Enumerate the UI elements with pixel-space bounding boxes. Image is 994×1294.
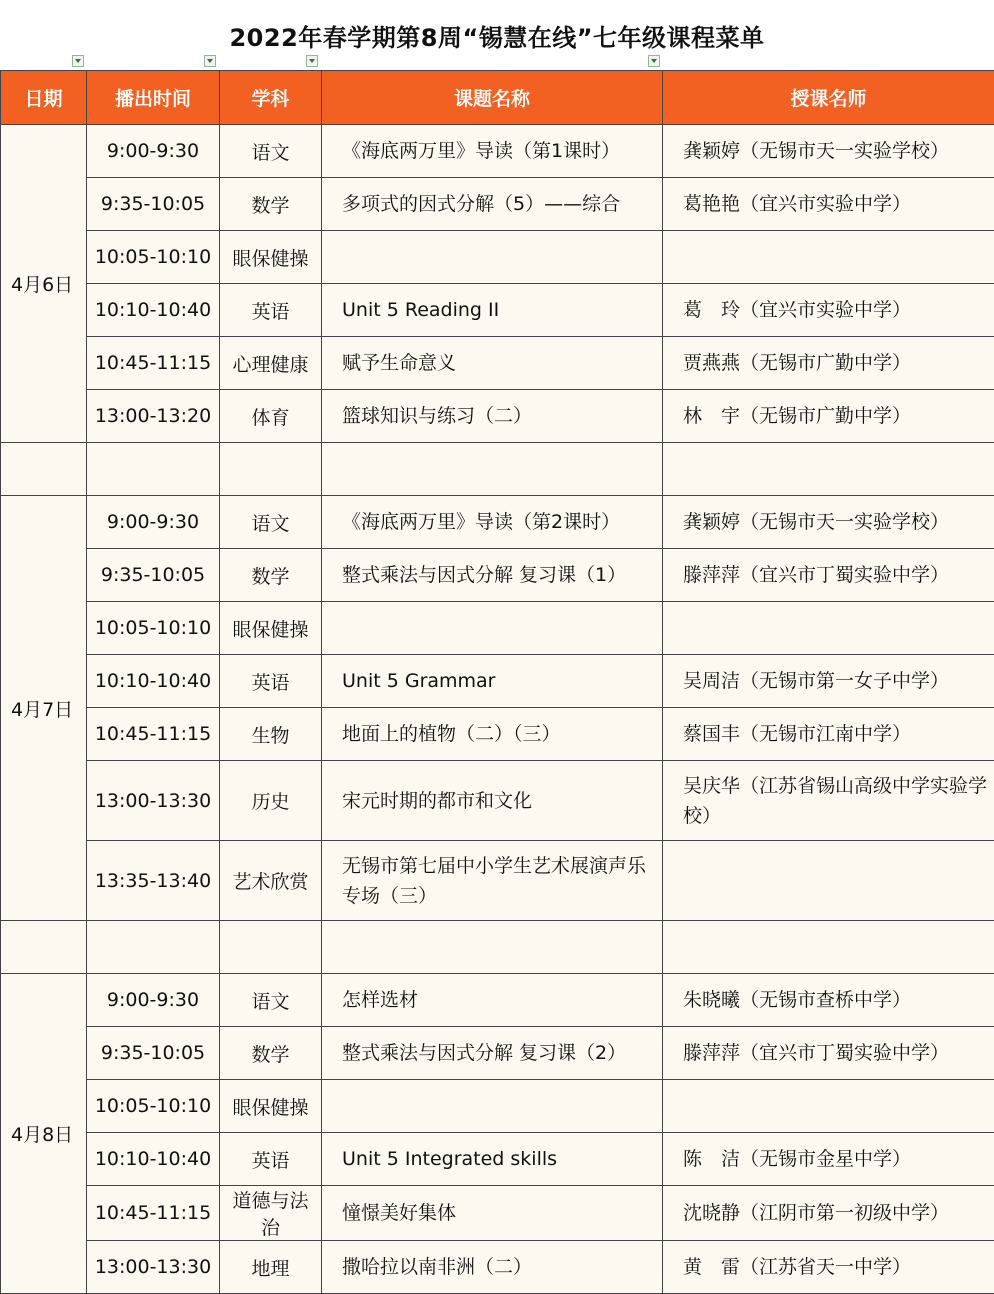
time-cell: 10:10-10:40 — [87, 655, 220, 708]
chevron-down-icon — [207, 59, 213, 63]
subject-cell: 英语 — [220, 1133, 322, 1186]
time-cell: 13:00-13:30 — [87, 1241, 220, 1294]
topic-cell: 整式乘法与因式分解 复习课（2） — [322, 1027, 663, 1080]
subject-cell: 眼保健操 — [220, 231, 322, 284]
topic-cell: 赋予生命意义 — [322, 337, 663, 390]
teacher-cell — [663, 602, 994, 655]
empty-cell — [87, 443, 220, 496]
table-row — [1, 178, 994, 231]
subject-cell: 语文 — [220, 974, 322, 1027]
subject-cell: 数学 — [220, 1027, 322, 1080]
table-row — [1, 337, 994, 390]
table-row — [1, 231, 994, 284]
subject-cell: 语文 — [220, 496, 322, 549]
subject-cell: 眼保健操 — [220, 602, 322, 655]
topic-cell: 宋元时期的都市和文化 — [322, 761, 663, 841]
time-cell: 9:00-9:30 — [87, 974, 220, 1027]
teacher-cell: 葛 玲（宜兴市实验中学） — [663, 284, 994, 337]
subject-cell: 艺术欣赏 — [220, 841, 322, 921]
empty-cell — [1, 443, 87, 496]
page-title: 2022年春学期第8周“锡慧在线”七年级课程菜单 — [0, 0, 994, 70]
time-cell: 13:00-13:20 — [87, 390, 220, 443]
time-cell: 13:35-13:40 — [87, 841, 220, 921]
topic-cell — [322, 602, 663, 655]
teacher-cell: 葛艳艳（宜兴市实验中学） — [663, 178, 994, 231]
header-date: 日期 — [1, 71, 87, 125]
topic-cell: 篮球知识与练习（二） — [322, 390, 663, 443]
time-cell: 10:45-11:15 — [87, 1186, 220, 1241]
empty-cell — [663, 921, 994, 974]
header-time: 播出时间 — [87, 71, 220, 125]
time-cell: 10:05-10:10 — [87, 231, 220, 284]
empty-cell — [87, 921, 220, 974]
subject-cell: 道德与法治 — [220, 1186, 322, 1241]
subject-cell: 语文 — [220, 125, 322, 178]
table-row — [1, 1241, 994, 1294]
table-row — [1, 974, 994, 1027]
header-subject: 学科 — [220, 71, 322, 125]
table-row — [1, 602, 994, 655]
spacer-row — [1, 443, 994, 496]
topic-cell — [322, 231, 663, 284]
topic-cell: 多项式的因式分解（5）——综合 — [322, 178, 663, 231]
table-row — [1, 1133, 994, 1186]
subject-cell: 眼保健操 — [220, 1080, 322, 1133]
subject-cell: 历史 — [220, 761, 322, 841]
subject-cell: 英语 — [220, 655, 322, 708]
topic-cell: 无锡市第七届中小学生艺术展演声乐专场（三） — [322, 841, 663, 921]
time-cell: 10:45-11:15 — [87, 337, 220, 390]
topic-cell: Unit 5 Integrated skills — [322, 1133, 663, 1186]
topic-cell: Unit 5 Reading II — [322, 284, 663, 337]
table-row — [1, 655, 994, 708]
empty-cell — [1, 921, 87, 974]
topic-cell: 撒哈拉以南非洲（二） — [322, 1241, 663, 1294]
date-cell: 4月7日 — [1, 496, 87, 921]
chevron-down-icon — [309, 59, 315, 63]
teacher-cell: 黄 雷（江苏省天一中学） — [663, 1241, 994, 1294]
date-cell: 4月8日 — [1, 974, 87, 1294]
empty-cell — [220, 443, 322, 496]
table-row — [1, 1186, 994, 1241]
subject-cell: 心理健康 — [220, 337, 322, 390]
time-cell: 10:05-10:10 — [87, 602, 220, 655]
time-cell: 9:35-10:05 — [87, 549, 220, 602]
topic-cell: 《海底两万里》导读（第2课时） — [322, 496, 663, 549]
chevron-down-icon — [651, 59, 657, 63]
table-row — [1, 549, 994, 602]
teacher-cell: 滕萍萍（宜兴市丁蜀实验中学） — [663, 549, 994, 602]
table-row — [1, 761, 994, 841]
header-teacher: 授课名师 — [663, 71, 994, 125]
topic-cell — [322, 1080, 663, 1133]
time-cell: 9:35-10:05 — [87, 178, 220, 231]
time-cell: 9:35-10:05 — [87, 1027, 220, 1080]
spacer-row — [1, 921, 994, 974]
subject-cell: 数学 — [220, 549, 322, 602]
empty-cell — [322, 443, 663, 496]
teacher-cell: 滕萍萍（宜兴市丁蜀实验中学） — [663, 1027, 994, 1080]
time-cell: 9:00-9:30 — [87, 125, 220, 178]
topic-cell: 憧憬美好集体 — [322, 1186, 663, 1241]
teacher-cell: 吴周洁（无锡市第一女子中学） — [663, 655, 994, 708]
subject-cell: 数学 — [220, 178, 322, 231]
empty-cell — [220, 921, 322, 974]
teacher-cell: 沈晓静（江阴市第一初级中学） — [663, 1186, 994, 1241]
filter-dropdown-topic[interactable] — [648, 55, 660, 67]
teacher-cell — [663, 231, 994, 284]
teacher-cell: 朱晓曦（无锡市查桥中学） — [663, 974, 994, 1027]
time-cell: 10:10-10:40 — [87, 284, 220, 337]
date-cell: 4月6日 — [1, 125, 87, 443]
table-row — [1, 1027, 994, 1080]
table-row — [1, 496, 994, 549]
schedule-table — [0, 70, 994, 1294]
topic-cell: Unit 5 Grammar — [322, 655, 663, 708]
filter-dropdown-time[interactable] — [204, 55, 216, 67]
table-header-row — [1, 71, 994, 125]
empty-cell — [663, 443, 994, 496]
header-topic: 课题名称 — [322, 71, 663, 125]
teacher-cell: 龚颖婷（无锡市天一实验学校） — [663, 125, 994, 178]
teacher-cell: 贾燕燕（无锡市广勤中学） — [663, 337, 994, 390]
teacher-cell — [663, 841, 994, 921]
subject-cell: 体育 — [220, 390, 322, 443]
time-cell: 10:10-10:40 — [87, 1133, 220, 1186]
teacher-cell: 陈 洁（无锡市金星中学） — [663, 1133, 994, 1186]
teacher-cell: 吴庆华（江苏省锡山高级中学实验学校） — [663, 761, 994, 841]
time-cell: 10:05-10:10 — [87, 1080, 220, 1133]
chevron-down-icon — [75, 59, 81, 63]
filter-dropdown-date[interactable] — [72, 55, 84, 67]
time-cell: 10:45-11:15 — [87, 708, 220, 761]
teacher-cell: 龚颖婷（无锡市天一实验学校） — [663, 496, 994, 549]
table-row — [1, 1080, 994, 1133]
subject-cell: 地理 — [220, 1241, 322, 1294]
topic-cell: 地面上的植物（二）（三） — [322, 708, 663, 761]
time-cell: 9:00-9:30 — [87, 496, 220, 549]
table-row — [1, 390, 994, 443]
empty-cell — [322, 921, 663, 974]
teacher-cell — [663, 1080, 994, 1133]
table-row — [1, 841, 994, 921]
time-cell: 13:00-13:30 — [87, 761, 220, 841]
topic-cell: 《海底两万里》导读（第1课时） — [322, 125, 663, 178]
table-row — [1, 125, 994, 178]
filter-dropdown-subject[interactable] — [306, 55, 318, 67]
subject-cell: 生物 — [220, 708, 322, 761]
teacher-cell: 林 宇（无锡市广勤中学） — [663, 390, 994, 443]
teacher-cell: 蔡国丰（无锡市江南中学） — [663, 708, 994, 761]
topic-cell: 怎样选材 — [322, 974, 663, 1027]
topic-cell: 整式乘法与因式分解 复习课（1） — [322, 549, 663, 602]
subject-cell: 英语 — [220, 284, 322, 337]
table-row — [1, 708, 994, 761]
table-row — [1, 284, 994, 337]
